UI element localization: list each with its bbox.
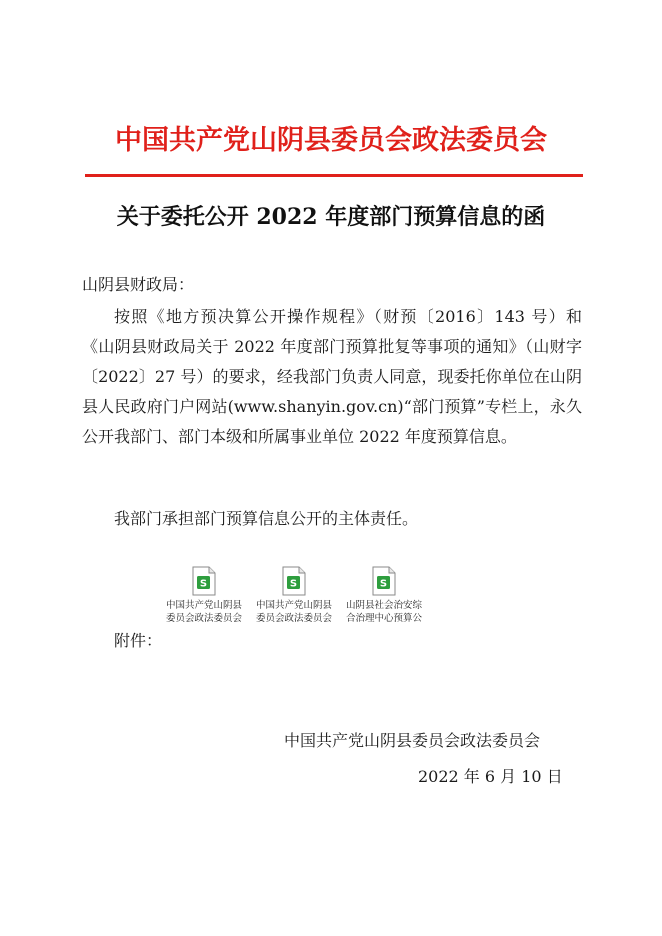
- paragraph-request: 按照《地方预决算公开操作规程》（财预〔2016〕143 号）和《山阴县财政局关于 2022 年度部门预算批复等事项的通知》（山财字〔2022〕27 号）的要求，经我部门负责人同意，现委托你单位在山阴县人民政府门户网站(www.shanyin.gov.cn)“部门预算”专栏上，永久公开我部门、部门本级和所属事业单位 2022 年度预算信息。: [82, 307, 582, 446]
- main-paragraph: [82, 302, 582, 452]
- attachment-file-2[interactable]: [250, 566, 338, 625]
- responsibility-paragraph: [82, 504, 582, 534]
- attachment-1-name-line2: 委员会政法委员会: [165, 613, 242, 624]
- signature-organization: 中国共产党山阴县委员会政法委员会: [284, 731, 541, 750]
- spreadsheet-file-icon: [371, 566, 397, 596]
- attachment-list: [160, 566, 450, 636]
- spreadsheet-file-icon: [191, 566, 217, 596]
- salutation: 山阴县财政局：: [82, 275, 195, 294]
- attachment-3-name-line2: 合治理中心预算公: [345, 613, 422, 624]
- red-divider-line: [85, 174, 583, 177]
- attachments-label: 附件：: [114, 631, 163, 650]
- svg-text:S: S: [199, 578, 208, 590]
- attachment-1-name-line1: 中国共产党山阴县: [165, 600, 242, 611]
- paragraph-responsibility: 我部门承担部门预算信息公开的主体责任。: [114, 509, 419, 528]
- svg-text:S: S: [379, 578, 388, 590]
- signature-date: 2022 年 6 月 10 日: [418, 767, 563, 786]
- attachment-file-3[interactable]: [340, 566, 428, 625]
- attachment-file-1[interactable]: [160, 566, 248, 625]
- attachment-2-name-line1: 中国共产党山阴县: [255, 600, 332, 611]
- document-title: 关于委托公开 2022 年度部门预算信息的函: [116, 204, 546, 230]
- attachment-3-name-line1: 山阴县社会治安综: [345, 600, 422, 611]
- spreadsheet-file-icon: [281, 566, 307, 596]
- attachment-2-name-line2: 委员会政法委员会: [255, 613, 332, 624]
- svg-text:S: S: [289, 578, 298, 590]
- issuing-organization-header: 中国共产党山阴县委员会政法委员会: [115, 125, 547, 156]
